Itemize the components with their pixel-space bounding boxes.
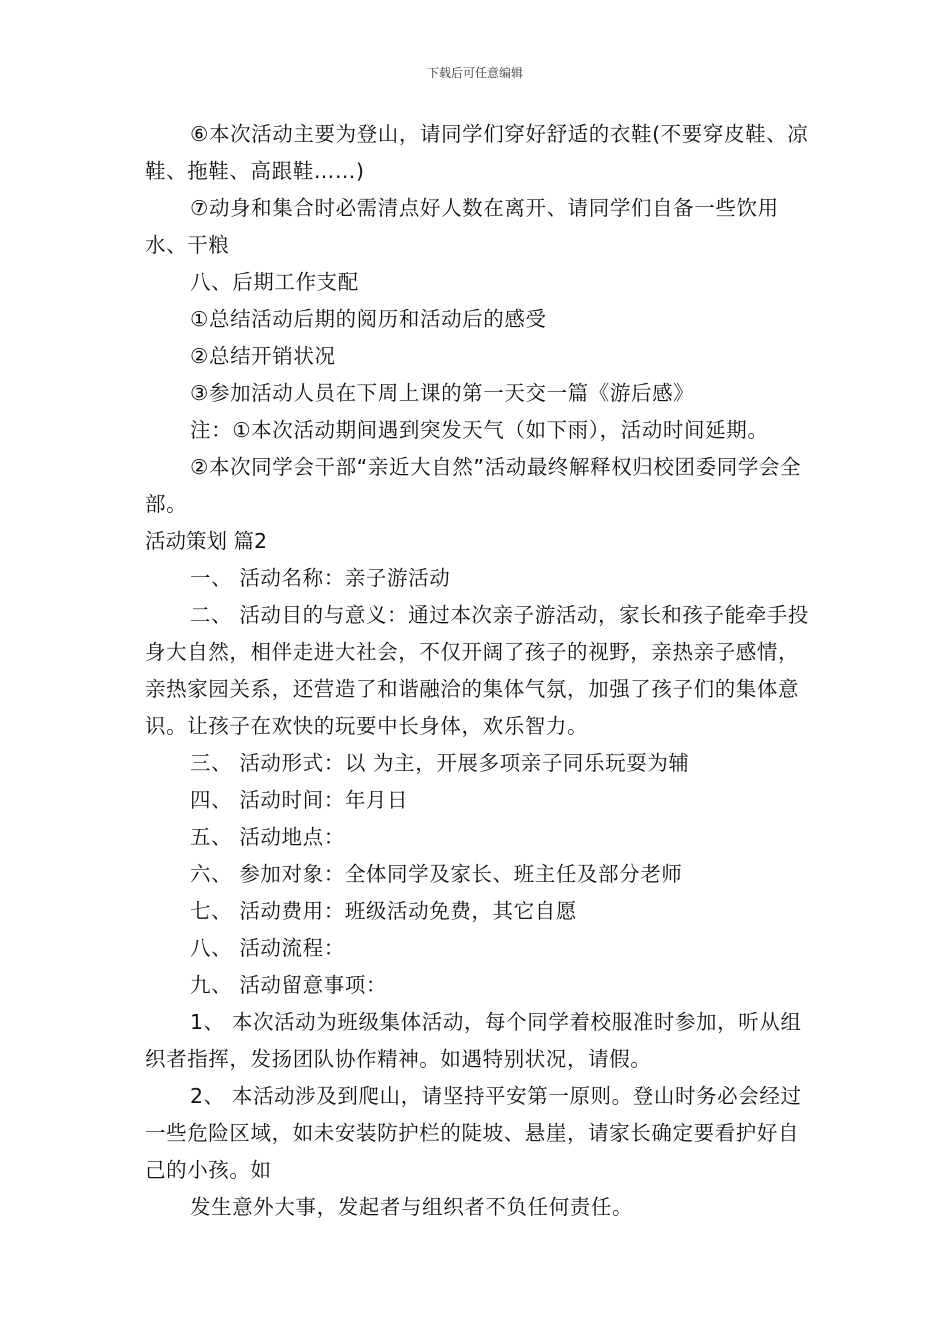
item-participants: 六、 参加对象：全体同学及家长、班主任及部分老师 <box>190 862 683 886</box>
paragraph-followup-heading: 八、后期工作支配 <box>190 270 359 294</box>
paragraph-weather-note: 注：①本次活动期间遇到突发天气（如下雨），活动时间延期。 <box>190 418 769 442</box>
item-activity-time: 四、 活动时间：年月日 <box>190 788 409 812</box>
precaution-class-activity: 1、 本次活动为班级集体活动，每个同学着校服准时参加，听从组织者指挥，发扬团队协作精神。如遇特别状况，请假。 <box>145 1010 802 1071</box>
precaution-liability: 发生意外大事，发起者与组织者不负任何责任。 <box>190 1195 634 1219</box>
page-header-note: 下载后可任意编辑 <box>426 66 523 80</box>
paragraph-clothing-note: ⑥本次活动主要为登山，请同学们穿好舒适的衣鞋(不要穿皮鞋、凉鞋、拖鞋、高跟鞋……) <box>145 122 809 183</box>
item-activity-format: 三、 活动形式：以 为主，开展多项亲子同乐玩耍为辅 <box>190 751 690 775</box>
item-activity-name: 一、 活动名称：亲子游活动 <box>190 566 451 590</box>
paragraph-essay-submission: ③参加活动人员在下周上课的第一天交一篇《游后感》 <box>190 381 695 405</box>
paragraph-headcount-note: ⑦动身和集合时必需清点好人数在离开、请同学们自备一些饮用水、干粮 <box>145 196 779 257</box>
precaution-climbing-safety: 2、 本活动涉及到爬山，请坚持平安第一原则。登山时务必会经过一些危险区域，如未安装防护栏的陡坡、悬崖，请家长确定要看护好自己的小孩。如 <box>145 1084 802 1182</box>
paragraph-interpretation-note: ②本次同学会干部“亲近大自然”活动最终解释权归校团委同学会全部。 <box>145 455 802 516</box>
item-precautions: 九、 活动留意事项： <box>190 973 388 997</box>
paragraph-summary-experience: ①总结活动后期的阅历和活动后的感受 <box>190 307 547 331</box>
item-activity-process: 八、 活动流程： <box>190 936 345 960</box>
document-body <box>145 116 813 1226</box>
item-activity-location: 五、 活动地点： <box>190 825 345 849</box>
item-activity-cost: 七、 活动费用：班级活动免费，其它自愿 <box>190 899 577 923</box>
paragraph-summary-expenses: ②总结开销状况 <box>190 344 336 368</box>
item-activity-purpose: 二、 活动目的与意义：通过本次亲子游活动，家长和孩子能牵手投身大自然，相伴走进大社会，不仅开阔了孩子的视野，亲热亲子感情，亲热家园关系，还营造了和谐融洽的集体气氛，加强了孩子们的集体意识。让孩子在欢快的玩要中长身体，欢乐智力。 <box>145 603 810 738</box>
section-title: 活动策划 篇2 <box>145 529 268 553</box>
